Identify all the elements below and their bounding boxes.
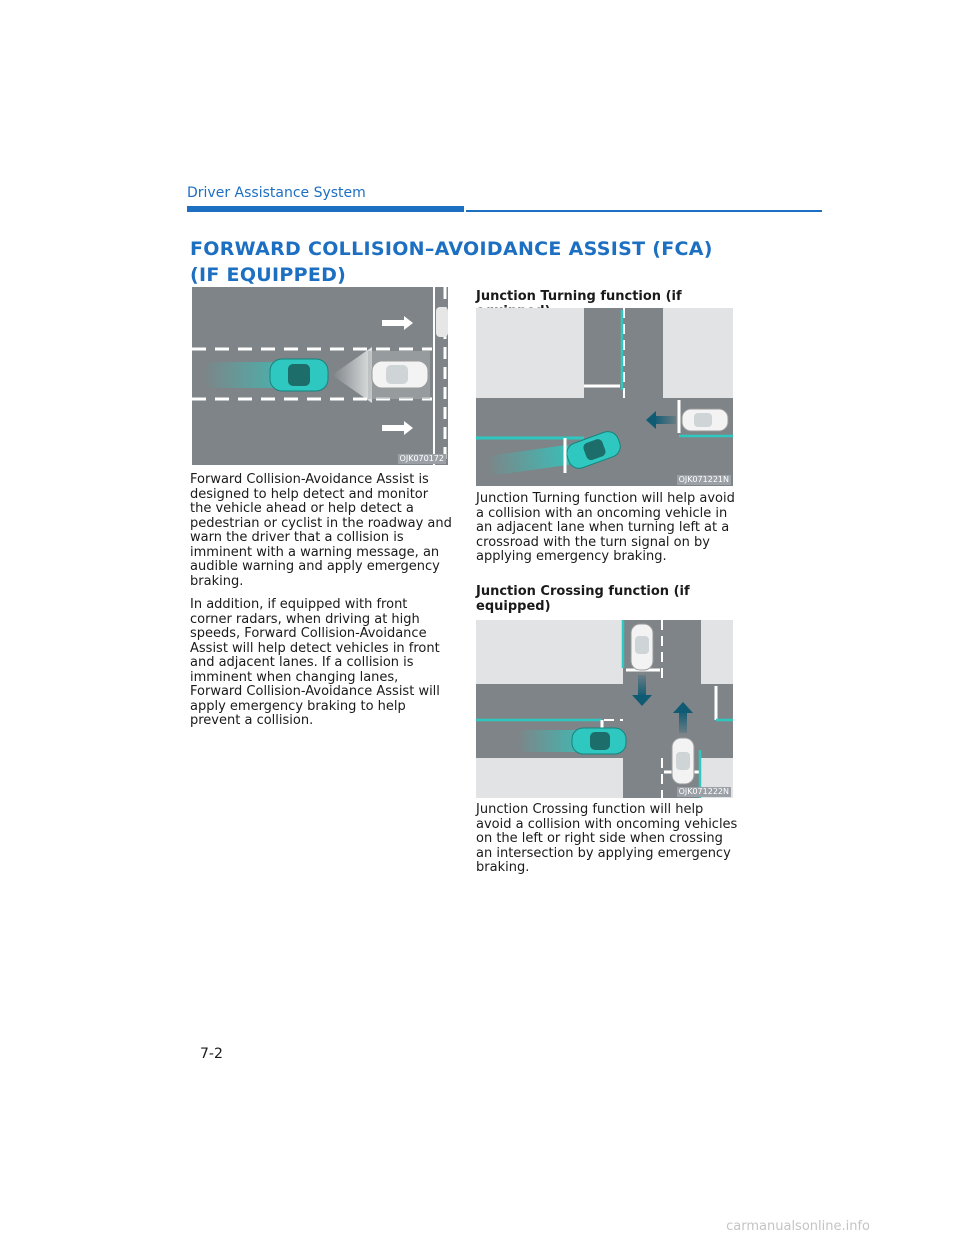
paragraph: Forward Collision-Avoidance Assist is designed to help detect and monitor the vehicle ahead or help detect a pedestrian or cyclist in the roadway and warn the driver that a collision is imminent with a warning message, an audible warning and apply emergency braking. [190,472,452,589]
figure-junction-crossing [476,620,733,798]
subheading-junction-turning: Junction Turning function (if [476,289,682,304]
section-title-line2: (IF EQUIPPED) [190,264,347,286]
right-column-lower [476,803,738,876]
figure-code: OJK071222N [678,787,729,796]
paragraph: In addition, if equipped with front corner radars, when driving at high speeds, Forward Collision-Avoidance Assist will help detect vehicles in front and adjacent lanes. If a collision is imminent when changing lanes, Forward Collision-Avoidance Assist will apply emergency braking to help prevent a collision. [190,597,440,728]
paragraph: Junction Turning function will help avoid a collision with an oncoming vehicle in an adjacent lane when turning left at a crossroad with the turn signal on by applying emergency braking. [476,491,735,564]
figure-code: OJK070172 [399,454,444,463]
figure-junction-crossing-illustration [476,620,733,798]
header-rule-thin [466,210,822,212]
figure-forward-collision [192,287,448,465]
section-title-line1: FORWARD COLLISION–AVOIDANCE ASSIST (FCA) [190,238,713,260]
header-section-title: Driver Assistance System [187,185,366,201]
figure-junction-turning-illustration [476,308,733,486]
page-number: 7-2 [200,1046,223,1062]
header-rule-thick [187,206,464,212]
watermark: carmanualsonline.info [726,1219,870,1234]
section-title [190,236,790,288]
subheading-junction-crossing [476,584,706,614]
right-column [476,492,738,565]
figure-forward-collision-illustration [192,287,448,465]
subheading-junction-crossing-text: Junction Crossing function (if equipped) [476,584,690,614]
figure-junction-turning [476,308,733,486]
paragraph: Junction Crossing function will help avoid a collision with oncoming vehicles on the left or right side when crossing an intersection by applying emergency braking. [476,802,738,875]
left-column [190,473,452,729]
figure-code: OJK071221N [678,475,729,484]
